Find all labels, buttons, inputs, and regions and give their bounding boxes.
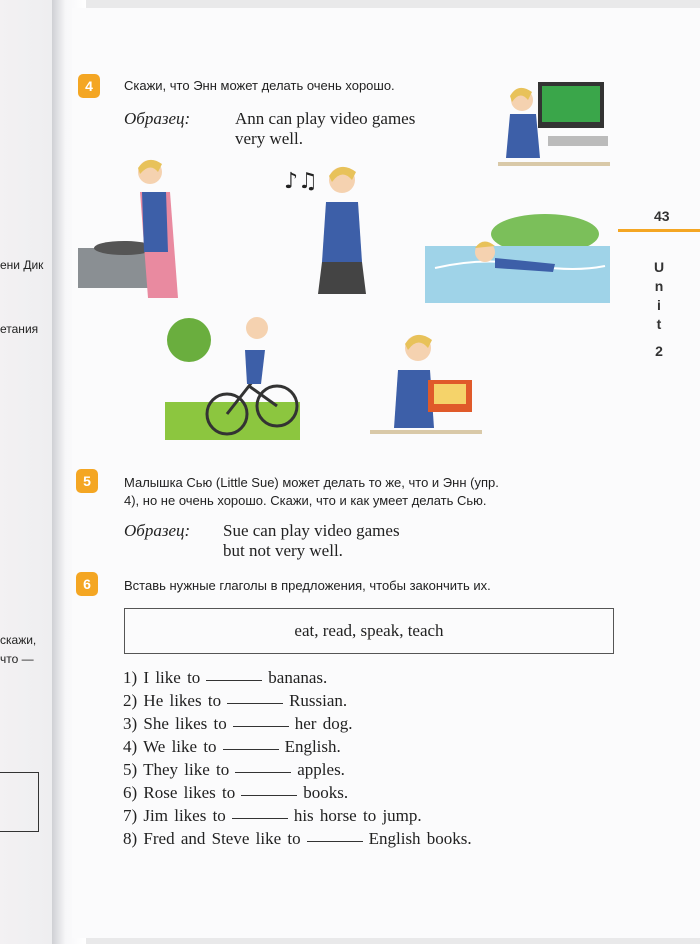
exercise-4-sample-line2: very well.	[235, 129, 303, 148]
item-text: books.	[303, 783, 349, 802]
cooking-illustration	[78, 152, 193, 302]
item-text: 5) They like to	[123, 760, 230, 779]
answer-blank[interactable]	[223, 749, 279, 750]
item-text: 6) Rose likes to	[123, 783, 236, 802]
exercise-5-sample-line2: but not very well.	[223, 541, 343, 560]
anne-skirt	[318, 262, 366, 294]
table	[370, 430, 482, 434]
unit-letter: n	[654, 278, 664, 294]
list-item	[123, 783, 472, 806]
item-text: English.	[284, 737, 341, 756]
unit-letter: i	[657, 297, 661, 313]
left-page-box	[0, 772, 39, 832]
exercise-5-badge: 5	[76, 469, 98, 493]
list-item	[123, 691, 472, 714]
item-text: Russian.	[289, 691, 348, 710]
answer-blank[interactable]	[235, 772, 291, 773]
answer-blank[interactable]	[241, 795, 297, 796]
answer-blank[interactable]	[233, 726, 289, 727]
item-text: 2) He likes to	[123, 691, 222, 710]
anne-head	[246, 317, 268, 339]
page-number: 43	[654, 208, 670, 224]
item-text: bananas.	[268, 668, 328, 687]
exercise-5-sample-line1: Sue can play video games	[223, 521, 400, 540]
tree	[167, 318, 211, 362]
unit-number: 2	[655, 343, 663, 359]
water	[425, 246, 610, 303]
book-picture	[434, 384, 466, 404]
answer-blank[interactable]	[206, 680, 262, 681]
left-fragment-1: ени Дик	[0, 258, 44, 272]
video-games-illustration	[498, 78, 610, 168]
anne-dress	[506, 114, 540, 158]
item-text: her dog.	[294, 714, 353, 733]
unit-letter: t	[656, 316, 662, 332]
list-item	[123, 829, 472, 852]
exercise-6-instruction: Вставь нужные глаголы в предложения, чтобы закончить их.	[124, 578, 491, 593]
item-text: 8) Fred and Steve like to	[123, 829, 301, 848]
list-item	[123, 714, 472, 737]
singing-illustration	[280, 158, 395, 298]
left-fragment-3: скажи,	[0, 633, 37, 647]
anne-dress	[142, 192, 168, 252]
anne-dress	[322, 202, 362, 262]
unit-letter: U	[653, 259, 665, 275]
list-item	[123, 737, 472, 760]
item-text: 7) Jim likes to	[123, 806, 226, 825]
exercise-4-sample-label: Образец:	[124, 109, 191, 128]
item-text: his horse to jump.	[293, 806, 422, 825]
swimming-illustration	[425, 208, 610, 303]
keyboard	[548, 136, 608, 146]
exercise-5-instruction-line1: Малышка Сью (Little Sue) может делать то же, что и Энн (упр.	[124, 475, 499, 490]
left-fragment-4: что —	[0, 652, 34, 666]
item-text: 1) I like to	[123, 668, 201, 687]
reading-illustration	[370, 318, 482, 438]
list-item	[123, 806, 472, 829]
item-text: 4) We like to	[123, 737, 217, 756]
exercise-6-badge: 6	[76, 572, 98, 596]
item-text: 3) She likes to	[123, 714, 227, 733]
exercise-6-items	[123, 668, 472, 852]
monitor-screen	[542, 86, 600, 122]
exercise-4-badge: 4	[78, 74, 100, 98]
exercise-4-sample-line1: Ann can play video games	[235, 109, 416, 128]
exercise-5-instruction-line2: 4), но не очень хорошо. Скажи, что и как умеет делать Сью.	[124, 493, 487, 508]
page-tab-bar	[618, 229, 700, 232]
desk	[498, 162, 610, 166]
exercise-4-instruction: Скажи, что Энн может делать очень хорошо.	[124, 78, 395, 93]
list-item	[123, 668, 472, 691]
item-text: English books.	[368, 829, 472, 848]
unit-tab	[650, 258, 668, 361]
left-fragment-2: етания	[0, 322, 39, 336]
anne-dress	[245, 350, 265, 384]
music-notes-icon: ♪♫	[284, 169, 318, 194]
biking-illustration	[165, 310, 300, 440]
word-bank: eat, read, speak, teach	[124, 608, 614, 654]
list-item	[123, 760, 472, 783]
answer-blank[interactable]	[232, 818, 288, 819]
item-text: apples.	[297, 760, 345, 779]
answer-blank[interactable]	[307, 841, 363, 842]
answer-blank[interactable]	[227, 703, 283, 704]
exercise-5-sample-label: Образец:	[124, 521, 191, 540]
